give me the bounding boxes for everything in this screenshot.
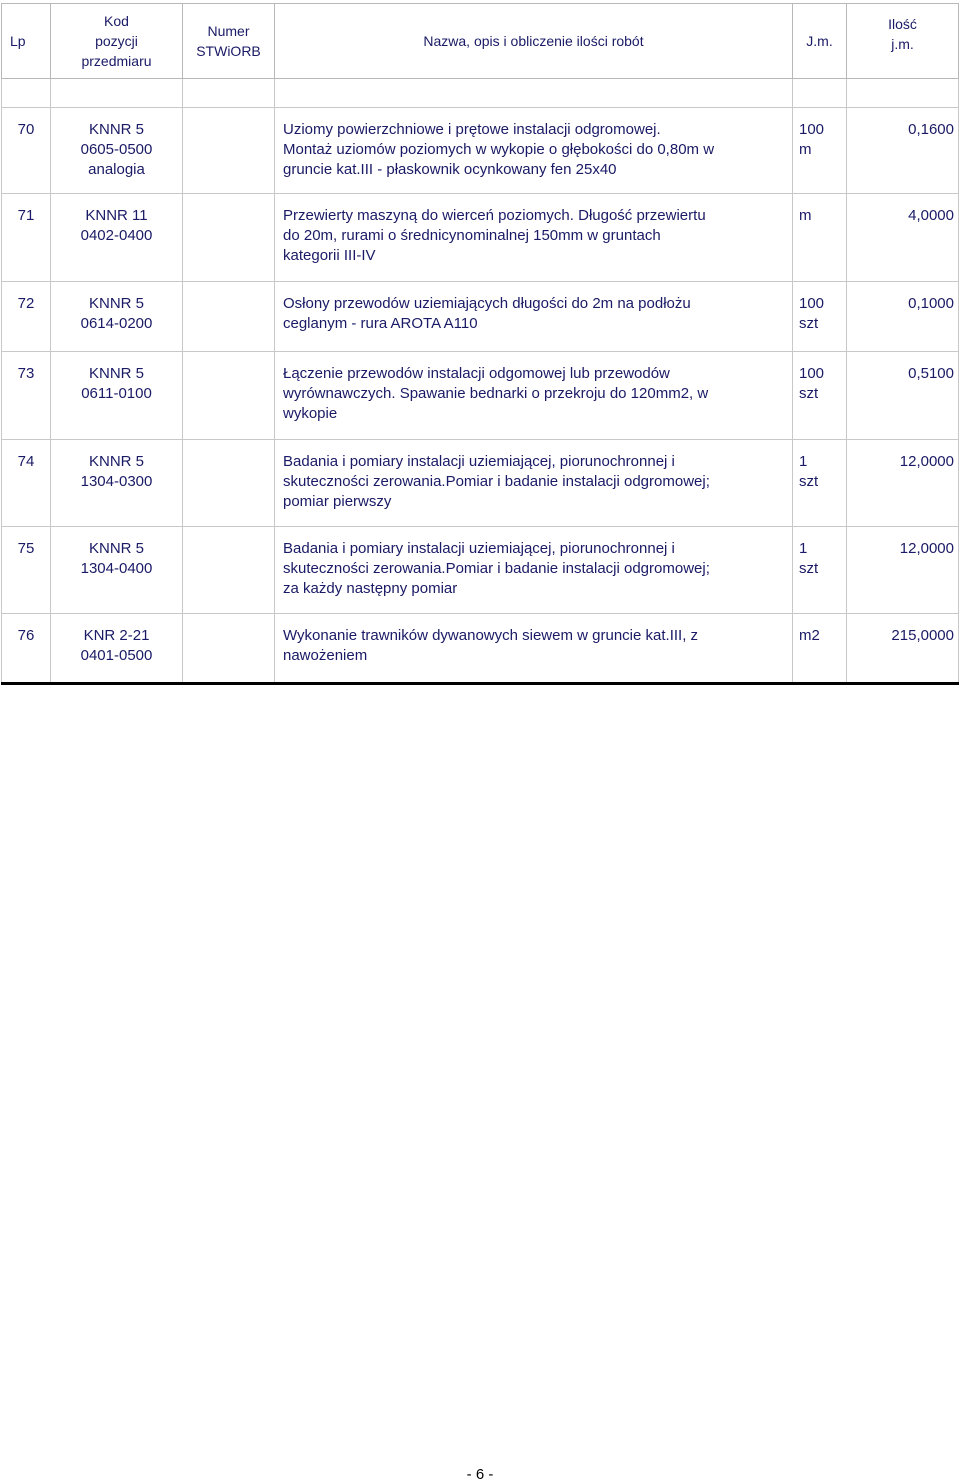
row-jm-line: szt bbox=[799, 385, 819, 402]
row-description-line: wykopie bbox=[283, 405, 338, 422]
row-description bbox=[275, 194, 793, 282]
row-description-line: Osłony przewodów uziemiających długości do 2m na podłożu bbox=[283, 295, 691, 312]
row-description bbox=[275, 440, 793, 527]
row-description bbox=[275, 352, 793, 440]
row-quantity: 215,0000 bbox=[847, 614, 959, 684]
row-numer bbox=[183, 194, 275, 282]
table-row bbox=[2, 282, 959, 352]
row-jm bbox=[793, 108, 847, 194]
row-description-line: pomiar pierwszy bbox=[283, 493, 392, 510]
row-numer bbox=[183, 352, 275, 440]
row-kod-line: 1304-0400 bbox=[80, 560, 153, 577]
row-lp: 72 bbox=[2, 282, 51, 352]
header-kod-line: pozycji bbox=[95, 33, 138, 49]
table-row bbox=[2, 108, 959, 194]
row-jm-line: m bbox=[799, 207, 812, 224]
row-description-line: ceglanym - rura AROTA A110 bbox=[283, 315, 478, 332]
row-description bbox=[275, 108, 793, 194]
header-quantity-line: Ilość bbox=[888, 16, 917, 32]
table-row bbox=[2, 614, 959, 684]
header-kod-line: przedmiaru bbox=[81, 53, 152, 69]
cost-estimate-table bbox=[1, 3, 959, 685]
row-kod bbox=[51, 194, 183, 282]
header-lp-label: Lp bbox=[10, 33, 26, 49]
row-kod-line: KNNR 11 bbox=[85, 207, 148, 224]
row-kod-line: KNNR 5 bbox=[88, 295, 144, 312]
table-spacer-row bbox=[2, 79, 959, 108]
row-jm-line: szt bbox=[799, 315, 819, 332]
row-numer bbox=[183, 108, 275, 194]
row-quantity: 0,5100 bbox=[847, 352, 959, 440]
row-jm-line: szt bbox=[799, 473, 819, 490]
row-lp: 75 bbox=[2, 527, 51, 614]
row-jm-line: 100 bbox=[799, 365, 825, 382]
row-kod-line: 0402-0400 bbox=[80, 227, 153, 244]
row-kod bbox=[51, 282, 183, 352]
row-quantity: 12,0000 bbox=[847, 440, 959, 527]
row-quantity: 4,0000 bbox=[847, 194, 959, 282]
row-description-line: Wykonanie trawników dywanowych siewem w gruncie kat.III, z bbox=[283, 627, 699, 644]
row-jm bbox=[793, 614, 847, 684]
table-row bbox=[2, 194, 959, 282]
row-description-line: Uziomy powierzchniowe i prętowe instalacji odgromowej. bbox=[283, 121, 661, 138]
table-row bbox=[2, 440, 959, 527]
row-description-line: Badania i pomiary instalacji uziemiającej, piorunochronnej i bbox=[283, 540, 675, 557]
row-kod-line: KNNR 5 bbox=[88, 540, 144, 557]
row-description-line: skuteczności zerowania.Pomiar i badanie instalacji odgromowej; bbox=[283, 473, 710, 490]
table-header-row bbox=[2, 4, 959, 79]
row-kod-line: 0614-0200 bbox=[80, 315, 153, 332]
header-kod-line: Kod bbox=[104, 13, 129, 29]
row-kod bbox=[51, 440, 183, 527]
row-kod-line: KNR 2-21 bbox=[83, 627, 150, 644]
row-description-line: nawożeniem bbox=[283, 647, 368, 664]
row-description-line: Łączenie przewodów instalacji odgomowej lub przewodów bbox=[283, 365, 670, 382]
row-kod bbox=[51, 614, 183, 684]
row-description bbox=[275, 614, 793, 684]
header-numer-line: Numer bbox=[207, 23, 250, 39]
row-jm bbox=[793, 282, 847, 352]
row-jm-line: m2 bbox=[799, 627, 820, 644]
row-description-line: skuteczności zerowania.Pomiar i badanie instalacji odgromowej; bbox=[283, 560, 710, 577]
row-description-line: za każdy następny pomiar bbox=[283, 580, 458, 597]
header-jm bbox=[793, 4, 847, 79]
page-number: - 6 - bbox=[466, 1466, 494, 1483]
row-description-line: kategorii III-IV bbox=[283, 247, 376, 264]
row-lp: 71 bbox=[2, 194, 51, 282]
row-lp: 73 bbox=[2, 352, 51, 440]
row-numer bbox=[183, 440, 275, 527]
row-kod-line: KNNR 5 bbox=[88, 453, 144, 470]
header-lp bbox=[2, 4, 51, 79]
header-description bbox=[275, 4, 793, 79]
row-kod bbox=[51, 108, 183, 194]
row-description bbox=[275, 527, 793, 614]
row-jm bbox=[793, 440, 847, 527]
header-kod bbox=[51, 4, 183, 79]
row-quantity: 0,1000 bbox=[847, 282, 959, 352]
row-jm-line: 1 bbox=[799, 453, 808, 470]
row-kod bbox=[51, 527, 183, 614]
row-description-line: Montaż uziomów poziomych w wykopie o głębokości do 0,80m w bbox=[283, 141, 715, 158]
row-numer bbox=[183, 527, 275, 614]
row-description-line: Badania i pomiary instalacji uziemiającej, piorunochronnej i bbox=[283, 453, 675, 470]
row-jm bbox=[793, 527, 847, 614]
row-description-line: Przewierty maszyną do wierceń poziomych. Długość przewiertu bbox=[283, 207, 706, 224]
row-description-line: do 20m, rurami o średnicynominalnej 150mm w gruntach bbox=[283, 227, 661, 244]
row-jm-line: szt bbox=[799, 560, 819, 577]
row-kod-line: 0605-0500 bbox=[80, 141, 153, 158]
row-numer bbox=[183, 282, 275, 352]
header-jm-label: J.m. bbox=[806, 33, 833, 49]
row-kod-line: KNNR 5 bbox=[88, 365, 144, 382]
row-kod-line: analogia bbox=[88, 161, 145, 178]
row-jm-line: 100 bbox=[799, 295, 825, 312]
table-row bbox=[2, 527, 959, 614]
row-jm bbox=[793, 194, 847, 282]
row-lp: 74 bbox=[2, 440, 51, 527]
row-quantity: 12,0000 bbox=[847, 527, 959, 614]
row-kod bbox=[51, 352, 183, 440]
row-description-line: wyrównawczych. Spawanie bednarki o przekroju do 120mm2, w bbox=[283, 385, 709, 402]
header-quantity bbox=[847, 4, 959, 79]
row-description-line: gruncie kat.III - płaskownik ocynkowany fen 25x40 bbox=[283, 161, 617, 178]
row-lp: 70 bbox=[2, 108, 51, 194]
table-row bbox=[2, 352, 959, 440]
row-kod-line: 0611-0100 bbox=[81, 385, 152, 402]
row-quantity: 0,1600 bbox=[847, 108, 959, 194]
header-description-label: Nazwa, opis i obliczenie ilości robót bbox=[423, 33, 644, 49]
row-jm-line: 1 bbox=[799, 540, 808, 557]
row-kod-line: 1304-0300 bbox=[80, 473, 153, 490]
row-lp: 76 bbox=[2, 614, 51, 684]
row-jm-line: m bbox=[799, 141, 812, 158]
header-quantity-line: j.m. bbox=[891, 36, 914, 52]
header-numer-line: STWiORB bbox=[196, 43, 261, 59]
row-kod-line: 0401-0500 bbox=[80, 647, 153, 664]
row-kod-line: KNNR 5 bbox=[88, 121, 144, 138]
row-numer bbox=[183, 614, 275, 684]
header-numer bbox=[183, 4, 275, 79]
row-description bbox=[275, 282, 793, 352]
row-jm bbox=[793, 352, 847, 440]
row-jm-line: 100 bbox=[799, 121, 825, 138]
